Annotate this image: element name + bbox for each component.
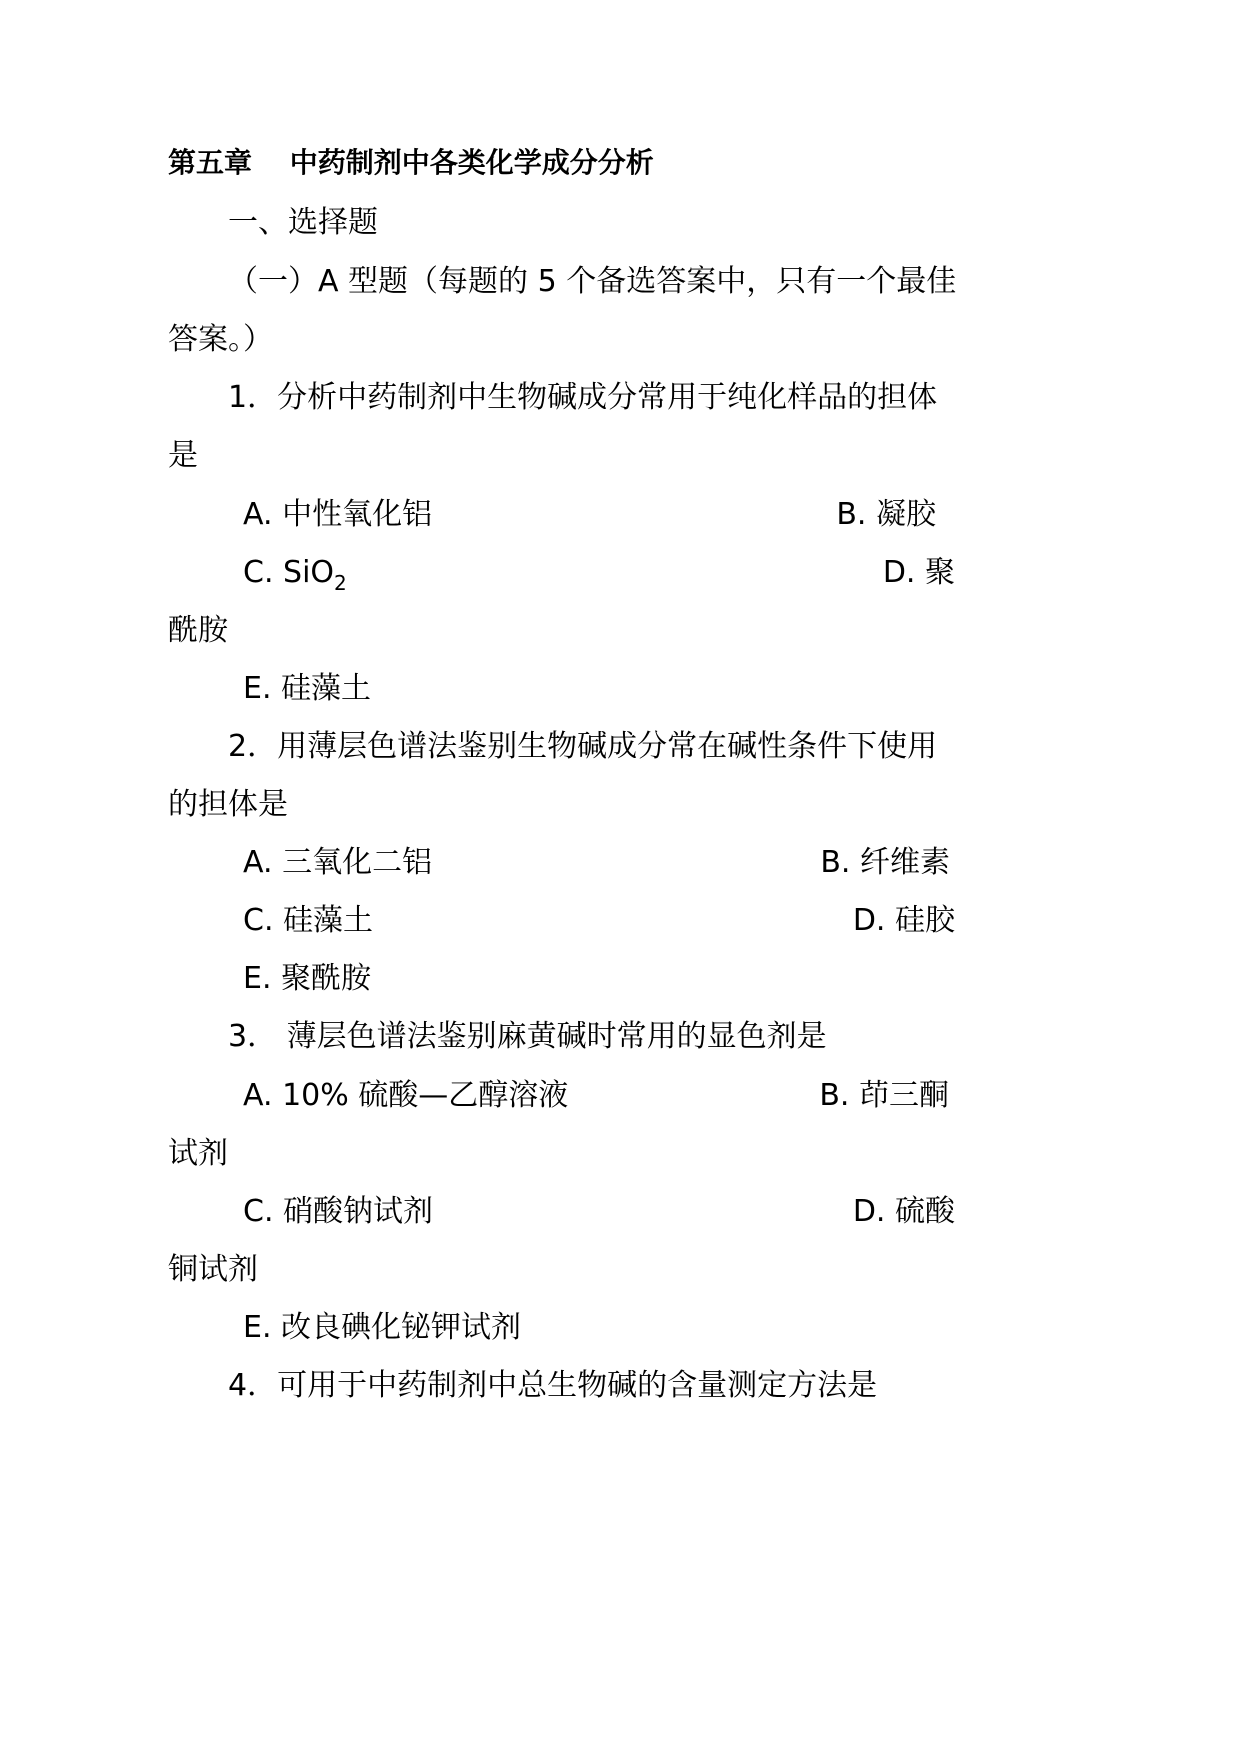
subsection-heading-line1: （一）A 型题（每题的 5 个备选答案中，只有一个最佳 <box>228 264 957 299</box>
question-3-option-d: D. 硫酸 <box>852 1194 955 1229</box>
question-3-option-b-continuation: 试剂 <box>168 1136 228 1171</box>
question-3-option-b: B. 茚三酮 <box>819 1078 949 1113</box>
chapter-title: 第五章 中药制剂中各类化学成分分析 <box>168 146 654 179</box>
question-2-option-b: B. 纤维素 <box>820 845 950 880</box>
question-2-option-e: E. 聚酰胺 <box>243 961 372 996</box>
question-1-option-a: A. 中性氧化铝 <box>243 497 433 532</box>
section-heading: 一、选择题 <box>228 205 378 240</box>
question-1-option-d: D. 聚 <box>882 555 955 590</box>
question-1-option-b: B. 凝胶 <box>836 497 936 532</box>
question-1-option-e: E. 硅藻土 <box>243 671 372 706</box>
question-1-option-c-text: C. SiO <box>243 555 335 590</box>
question-3-option-e: E. 改良碘化铋钾试剂 <box>243 1310 522 1345</box>
question-3-option-c: C. 硝酸钠试剂 <box>243 1194 434 1229</box>
question-2-option-d: D. 硅胶 <box>852 903 955 938</box>
question-1-option-d-continuation: 酰胺 <box>168 613 228 648</box>
question-1-option-c <box>243 553 347 595</box>
question-1-option-c-subscript: 2 <box>334 571 347 595</box>
question-1-stem-line1: 1．分析中药制剂中生物碱成分常用于纯化样品的担体 <box>228 380 938 415</box>
question-2-option-c: C. 硅藻土 <box>243 903 374 938</box>
question-2-stem-line1: 2．用薄层色谱法鉴别生物碱成分常在碱性条件下使用 <box>228 729 938 764</box>
question-2-stem-line2: 的担体是 <box>168 787 288 822</box>
question-3-option-a: A. 10% 硫酸—乙醇溶液 <box>243 1078 569 1113</box>
question-3-option-d-continuation: 铜试剂 <box>168 1252 258 1287</box>
subsection-heading-line2: 答案。） <box>168 322 273 357</box>
question-2-option-a: A. 三氧化二铝 <box>243 845 433 880</box>
question-3-stem-line1: 3． 薄层色谱法鉴别麻黄碱时常用的显色剂是 <box>228 1019 827 1054</box>
question-1-stem-line2: 是 <box>168 438 198 473</box>
question-4-stem-line1: 4．可用于中药制剂中总生物碱的含量测定方法是 <box>228 1368 878 1403</box>
